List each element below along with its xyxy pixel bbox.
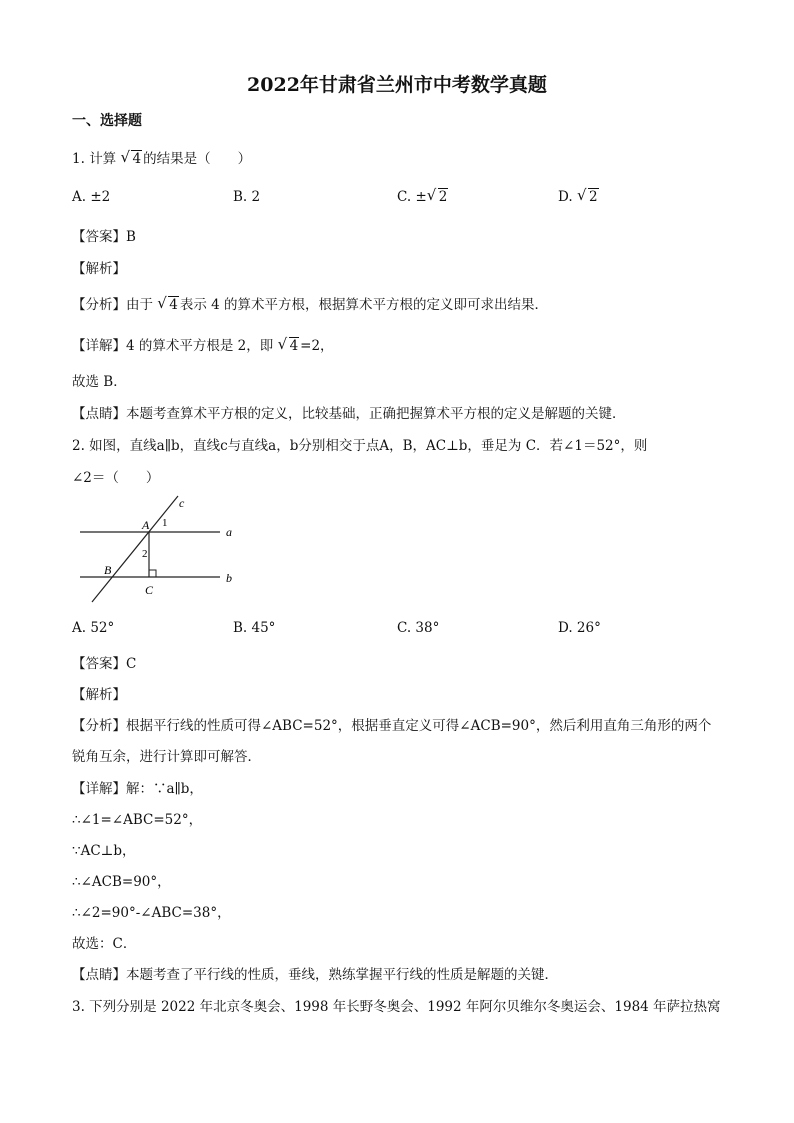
label-2: 2: [142, 548, 148, 560]
q2-option-d: D. 26°: [558, 620, 601, 636]
q2-step-1: 【详解】解：∵a∥b，: [72, 781, 203, 797]
label-point-a: A: [142, 518, 150, 532]
q2-step-2: ∴∠1=∠ABC=52°，: [72, 812, 203, 828]
q1-dianjing: 【点睛】本题考查算术平方根的定义，比较基础，正确把握算术平方根的定义是解题的关键．: [72, 406, 626, 422]
q2-figure: [72, 492, 242, 604]
q1-fenxi: 【分析】由于 √ 4 表示 4 的算术平方根，根据算术平方根的定义即可求出结果．: [72, 294, 549, 313]
q1-option-d: D. √ 2: [558, 186, 598, 205]
q1-number: 1.: [72, 151, 85, 167]
q2-stem-line1: 2. 如图，直线a∥b，直线c与直线a，b分别相交于点A，B，AC⊥b，垂足为 C．若∠1＝52°，则: [72, 438, 648, 454]
q1-stem: [72, 147, 251, 167]
label-b: b: [226, 571, 232, 585]
q2-step-5: ∴∠2=90°-∠ABC=38°，: [72, 905, 231, 921]
q2-analysis-heading: 【解析】: [72, 687, 126, 703]
q2-dianjing: 【点睛】本题考查了平行线的性质，垂线，熟练掌握平行线的性质是解题的关键．: [72, 967, 558, 983]
q2-choose: 故选：C．: [72, 936, 137, 952]
q1-sqrt: [120, 148, 142, 167]
q1-answer: 【答案】B: [72, 229, 136, 245]
q1-radicand: 4: [132, 151, 142, 167]
q1-choose: 故选 B．: [72, 374, 127, 390]
q2-fenxi-line2: 锐角互余，进行计算即可解答．: [72, 749, 261, 765]
sqrt-sign-icon: √: [120, 148, 131, 166]
q1-option-c: C. ± √ 2: [397, 186, 448, 205]
q2-option-b: B. 45°: [233, 620, 276, 636]
q2-answer: 【答案】C: [72, 656, 137, 672]
q2-option-a: A. 52°: [72, 620, 115, 636]
q1-option-b: B. 2: [233, 189, 261, 205]
q2-fenxi-line1: 【分析】根据平行线的性质可得∠ABC=52°，根据垂直定义可得∠ACB=90°，然后利用直角三角形的两个: [72, 718, 712, 734]
label-point-b: B: [104, 563, 112, 577]
q3-stem-line1: 3. 下列分别是 2022 年北京冬奥会、1998 年长野冬奥会、1992 年阿尔贝维尔冬奥运会、1984 年萨拉热窝: [72, 999, 721, 1015]
q1-post: 的结果是（ ）: [143, 151, 252, 167]
label-c: c: [179, 496, 185, 510]
sqrt-sign-icon: √: [576, 186, 587, 204]
sqrt-sign-icon: √: [157, 294, 167, 312]
q1-option-a: A. ±2: [72, 189, 111, 205]
q1-pre: 计算: [89, 151, 117, 167]
line-c: [92, 496, 178, 602]
q2-stem-line2: ∠2＝（ ）: [72, 470, 160, 486]
label-a: a: [226, 525, 232, 539]
q2-option-c: C. 38°: [397, 620, 440, 636]
sqrt-sign-icon: √: [277, 335, 288, 353]
label-1: 1: [162, 517, 168, 529]
sqrt-sign-icon: √: [426, 186, 437, 204]
q2-step-3: ∵AC⊥b，: [72, 843, 136, 859]
q1-analysis-heading: 【解析】: [72, 261, 126, 277]
label-point-c: C: [145, 583, 154, 597]
right-angle-mark: [149, 570, 156, 577]
q1-xiangjie: 【详解】4 的算术平方根是 2，即 √ 4 =2，: [72, 335, 334, 354]
q2-step-4: ∴∠ACB=90°，: [72, 874, 171, 890]
section-heading: 一、选择题: [72, 113, 142, 129]
page-title: 2022年甘肃省兰州市中考数学真题: [247, 74, 547, 96]
